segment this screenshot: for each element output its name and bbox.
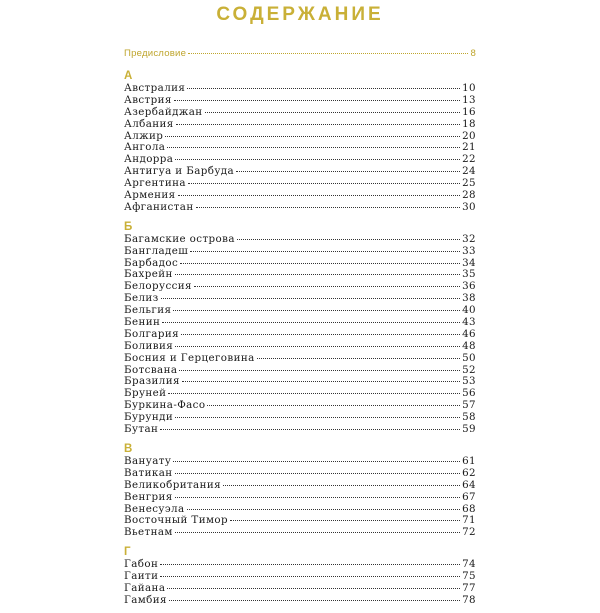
toc-entry-name: Бруней [124, 387, 167, 400]
toc-entry-name: Болгария [124, 327, 179, 340]
dot-leader [175, 274, 460, 275]
toc-entry[interactable] [124, 95, 476, 107]
toc-entry-page: 36 [462, 280, 476, 293]
toc-entry[interactable] [124, 246, 476, 258]
toc-entry-page: 71 [462, 514, 476, 527]
toc-entry[interactable] [124, 329, 476, 341]
toc-entry-page: 24 [462, 165, 476, 178]
toc-entry-page: 62 [462, 466, 476, 479]
toc-entry-page: 57 [462, 399, 476, 412]
toc-entry[interactable] [124, 376, 476, 388]
toc-entry[interactable] [124, 412, 476, 424]
dot-leader [165, 136, 460, 137]
dot-leader [223, 485, 460, 486]
dot-leader [182, 381, 460, 382]
section-letter: А [124, 70, 133, 82]
toc-entry-name: Гаити [124, 570, 159, 583]
dot-leader [188, 183, 460, 184]
dot-leader [173, 310, 460, 311]
toc-entry-name: Ангола [124, 141, 166, 154]
toc-entry[interactable] [124, 583, 476, 595]
dot-leader [173, 461, 460, 462]
toc-entry-name: Австралия [124, 82, 186, 94]
toc-entry-name: Предисловие [124, 48, 187, 59]
dot-leader [175, 346, 460, 347]
toc-entry-preface[interactable] [124, 45, 476, 63]
section-letter: Б [124, 220, 133, 233]
toc-entry[interactable] [124, 281, 476, 293]
dot-leader [194, 286, 460, 287]
toc-entry-page: 20 [462, 129, 476, 142]
toc-entry-name: Великобритания [124, 478, 222, 491]
toc-entry[interactable] [124, 178, 476, 190]
toc-entry-page: 52 [462, 363, 476, 376]
dot-leader [178, 195, 461, 196]
toc-entry-page: 46 [462, 327, 476, 340]
toc-entry[interactable] [124, 142, 476, 154]
toc-entry-page: 48 [462, 339, 476, 352]
toc-entry-name: Восточный Тимор [124, 514, 228, 527]
toc-entry-page: 59 [462, 423, 476, 436]
toc-entry-page: 18 [462, 117, 476, 130]
toc-entry[interactable] [124, 202, 476, 214]
toc-entry-name: Антигуа и Барбуда [124, 165, 235, 178]
toc-entry-page: 8 [470, 48, 476, 59]
toc-entry-page: 28 [462, 189, 476, 202]
dot-leader [205, 112, 461, 113]
toc-entry-page: 58 [462, 411, 476, 424]
page-title: СОДЕРЖАНИЕ [216, 4, 384, 25]
toc-entry[interactable] [124, 353, 476, 365]
toc-entry-page: 10 [462, 82, 476, 94]
toc-entry-name: Бельгия [124, 304, 172, 317]
toc-entry-name: Аргентина [124, 177, 186, 190]
dot-leader [230, 520, 460, 521]
toc-entry-page: 61 [462, 454, 476, 467]
dot-leader [188, 53, 468, 54]
toc-entry[interactable] [124, 341, 476, 353]
table-of-contents [124, 45, 476, 613]
toc-entry-name: Бангладеш [124, 244, 189, 257]
toc-entry-name: Бурунди [124, 411, 174, 424]
dot-leader [161, 298, 460, 299]
toc-entry-name: Вьетнам [124, 526, 173, 539]
dot-leader [162, 322, 460, 323]
toc-entry-page: 21 [462, 141, 476, 154]
toc-entry[interactable] [124, 258, 476, 270]
dot-leader [179, 370, 460, 371]
dot-leader [196, 207, 461, 208]
toc-entry-name: Барбадос [124, 256, 179, 269]
dot-leader [180, 263, 460, 264]
toc-entry-page: 35 [462, 268, 476, 281]
toc-entry-page: 64 [462, 478, 476, 491]
dot-leader [160, 576, 460, 577]
dot-leader [207, 405, 460, 406]
dot-leader [175, 417, 460, 418]
toc-entry-page: 78 [462, 593, 476, 606]
toc-entry-name: Буркина-Фасо [124, 399, 206, 412]
toc-entry-name: Азербайджан [124, 105, 203, 118]
toc-entry-name: Албания [124, 117, 174, 130]
toc-entry-page: 77 [462, 581, 476, 594]
toc-entry-name: Бутан [124, 423, 159, 436]
toc-entry[interactable] [124, 234, 476, 246]
toc-entry-page: 30 [462, 200, 476, 213]
section-letter: Г [124, 546, 131, 559]
dot-leader [257, 358, 460, 359]
toc-entry[interactable] [124, 515, 476, 527]
toc-entry-name: Бенин [124, 316, 161, 329]
toc-entry-page: 38 [462, 292, 476, 305]
toc-entry-name: Белиз [124, 292, 159, 305]
toc-entry[interactable] [124, 293, 476, 305]
toc-entry-page: 50 [462, 351, 476, 364]
toc-entry-page: 16 [462, 105, 476, 118]
toc-entry-page: 34 [462, 256, 476, 269]
toc-entry-name: Габон [124, 558, 159, 571]
toc-entry-name: Афганистан [124, 200, 194, 213]
toc-entry-page: 74 [462, 558, 476, 571]
section-letter: В [124, 442, 133, 455]
toc-entry-name: Алжир [124, 129, 164, 142]
toc-entry-name: Бразилия [124, 375, 180, 388]
toc-entry-name: Ботсвана [124, 363, 178, 376]
toc-entry[interactable] [124, 424, 476, 436]
toc-entry-name: Бахрейн [124, 268, 173, 281]
toc-entry-page: 40 [462, 304, 476, 317]
dot-leader [181, 334, 460, 335]
toc-entry-page: 13 [462, 93, 476, 106]
toc-entry[interactable] [124, 131, 476, 143]
toc-section [124, 443, 476, 539]
toc-entry-page: 22 [462, 153, 476, 166]
dot-leader [167, 147, 460, 148]
toc-entry[interactable] [124, 595, 476, 607]
dot-leader [237, 239, 460, 240]
dot-leader [175, 159, 460, 160]
dot-leader [175, 497, 460, 498]
dot-leader [175, 532, 460, 533]
toc-entry-name: Гамбия [124, 593, 167, 606]
dot-leader [160, 429, 460, 430]
toc-entry[interactable] [124, 559, 476, 571]
toc-entry-page: 67 [462, 490, 476, 503]
dot-leader [167, 588, 460, 589]
toc-entry[interactable] [124, 571, 476, 583]
toc-entry-page: 53 [462, 375, 476, 388]
dot-leader [160, 564, 460, 565]
toc-section [124, 221, 476, 436]
toc-entry-page: 72 [462, 526, 476, 539]
toc-section [124, 546, 476, 607]
toc-entry-page: 32 [462, 232, 476, 245]
dot-leader [174, 100, 460, 101]
toc-entry[interactable] [124, 480, 476, 492]
toc-entry-page: 43 [462, 316, 476, 329]
toc-entry-name: Белоруссия [124, 280, 192, 293]
toc-entry-page: 25 [462, 177, 476, 190]
toc-entry-page: 75 [462, 570, 476, 583]
toc-entry-name: Армения [124, 189, 176, 202]
dot-leader [190, 251, 460, 252]
toc-entry-page: 33 [462, 244, 476, 257]
toc-entry-name: Босния и Герцеговина [124, 351, 255, 364]
toc-entry-name: Андорра [124, 153, 174, 166]
toc-entry[interactable] [124, 119, 476, 131]
toc-entry-name: Венесуэла [124, 502, 185, 515]
toc-entry[interactable] [124, 305, 476, 317]
toc-entry[interactable] [124, 456, 476, 468]
toc-entry[interactable] [124, 492, 476, 504]
toc-entry-page: 56 [462, 387, 476, 400]
toc-entry[interactable] [124, 468, 476, 480]
toc-entry-name: Австрия [124, 93, 172, 106]
toc-entry-name: Венгрия [124, 490, 173, 503]
toc-entry-name: Багамские острова [124, 232, 235, 245]
dot-leader [175, 473, 461, 474]
toc-sections [124, 70, 476, 607]
toc-section [124, 70, 476, 214]
dot-leader [176, 124, 460, 125]
toc-entry-name: Ватикан [124, 466, 173, 479]
toc-entry[interactable] [124, 527, 476, 539]
toc-entry[interactable] [124, 83, 476, 95]
toc-entry[interactable] [124, 400, 476, 412]
dot-leader [187, 509, 461, 510]
dot-leader [168, 393, 460, 394]
toc-entry-name: Гайана [124, 581, 166, 594]
dot-leader [236, 171, 460, 172]
toc-entry[interactable] [124, 107, 476, 119]
toc-entry-name: Вануату [124, 454, 172, 467]
toc-entry-page: 68 [462, 502, 476, 515]
dot-leader [187, 88, 460, 89]
toc-entry-name: Боливия [124, 339, 174, 352]
